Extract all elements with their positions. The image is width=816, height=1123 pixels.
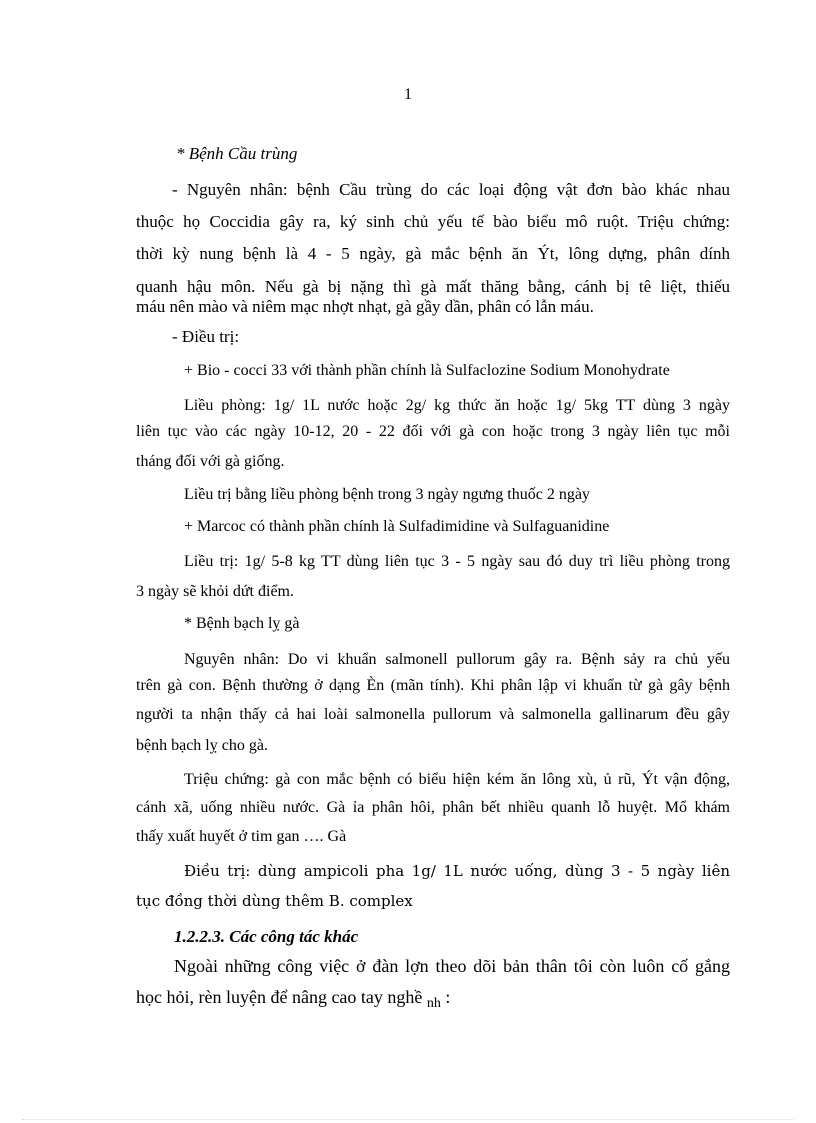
paragraph-line: + Marcoc có thành phần chính là Sulfadimidine và Sulfaguanidine	[184, 518, 610, 535]
paragraph-line: - Điều trị:	[172, 327, 240, 346]
line-text: học hỏi, rèn luyện để nâng cao tay nghề	[136, 987, 423, 1007]
heading-cau-trung: * Bệnh Cầu trùng	[176, 144, 298, 163]
paragraph-line: Liều trị bằng liều phòng bệnh trong 3 ngày ngưng thuốc 2 ngày	[184, 486, 590, 503]
line-colon: :	[445, 987, 451, 1007]
paragraph-line-last	[136, 987, 451, 1011]
paragraph-line: Triệu chứng: gà con mắc bệnh có biểu hiện kém ăn lông xù, ủ rũ, Ýt vận động,	[184, 771, 730, 788]
paragraph-line: thuộc họ Coccidia gây ra, ký sinh chủ yếu tế bào biểu mô ruột. Triệu chứng:	[136, 212, 730, 231]
heading-bach-ly: * Bệnh bạch lỵ gà	[184, 615, 300, 632]
paragraph-line: Nguyên nhân: Do vi khuẩn salmonell pullorum gây ra. Bệnh sảy ra chủ yếu	[184, 651, 730, 668]
paragraph-line: trên gà con. Bệnh thường ở dạng Èn (mãn tính). Khi phân lập vi khuẩn từ gà gây bệnh	[136, 677, 730, 694]
paragraph-line: quanh hậu môn. Nếu gà bị nặng thì gà mất thăng bằng, cánh bị tê liệt, thiếu	[136, 277, 730, 296]
paragraph-line: Ngoài những công việc ở đàn lợn theo dõi bản thân tôi còn luôn cố gắng	[174, 956, 730, 976]
paragraph-line: 3 ngày sẽ khỏi dứt điểm.	[136, 583, 294, 600]
paragraph-line: thấy xuất huyết ở tim gan …. Gà	[136, 828, 347, 845]
paragraph-line: + Bio - cocci 33 với thành phần chính là Sulfaclozine Sodium Monohydrate	[184, 362, 670, 379]
paragraph-line: máu nên mào và niêm mạc nhợt nhạt, gà gầy dần, phân có lẫn máu.	[136, 297, 594, 316]
paragraph-line: Liều trị: 1g/ 5-8 kg TT dùng liên tục 3 - 5 ngày sau đó duy trì liều phòng trong	[184, 553, 730, 570]
paragraph-line: bệnh bạch lỵ cho gà.	[136, 737, 268, 754]
page-bottom-divider	[22, 1119, 794, 1120]
paragraph-line: tục đồng thời dùng thêm B. complex	[136, 892, 413, 910]
paragraph-line: - Nguyên nhân: bệnh Cầu trùng do các loại động vật đơn bào khác nhau	[172, 180, 730, 199]
paragraph-line: Liều phòng: 1g/ 1L nước hoặc 2g/ kg thức ăn hoặc 1g/ 5kg TT dùng 3 ngày	[184, 397, 730, 414]
paragraph-line: người ta nhận thấy cả hai loài salmonella pullorum và salmonella gallinarum đều gây	[136, 706, 730, 723]
line-fragment: nh	[426, 996, 441, 1011]
paragraph-line: Điều trị: dùng ampicoli pha 1g/ 1L nước uống, dùng 3 - 5 ngày liên	[184, 862, 730, 880]
paragraph-line: tháng đối với gà giống.	[136, 453, 285, 470]
paragraph-line: liên tục vào các ngày 10-12, 20 - 22 đối với gà con hoặc trong 3 ngày liên tục mỗi	[136, 423, 730, 440]
paragraph-line: thời kỳ nung bệnh là 4 - 5 ngày, gà mắc bệnh ăn Ýt, lông dựng, phân dính	[136, 244, 730, 263]
paragraph-line: cánh xã, uống nhiều nước. Gà ỉa phân hôi, phân bết nhiều quanh lỗ huyệt. Mổ khám	[136, 799, 730, 816]
section-heading: 1.2.2.3. Các công tác khác	[174, 927, 359, 946]
page-number: 1	[404, 86, 412, 103]
